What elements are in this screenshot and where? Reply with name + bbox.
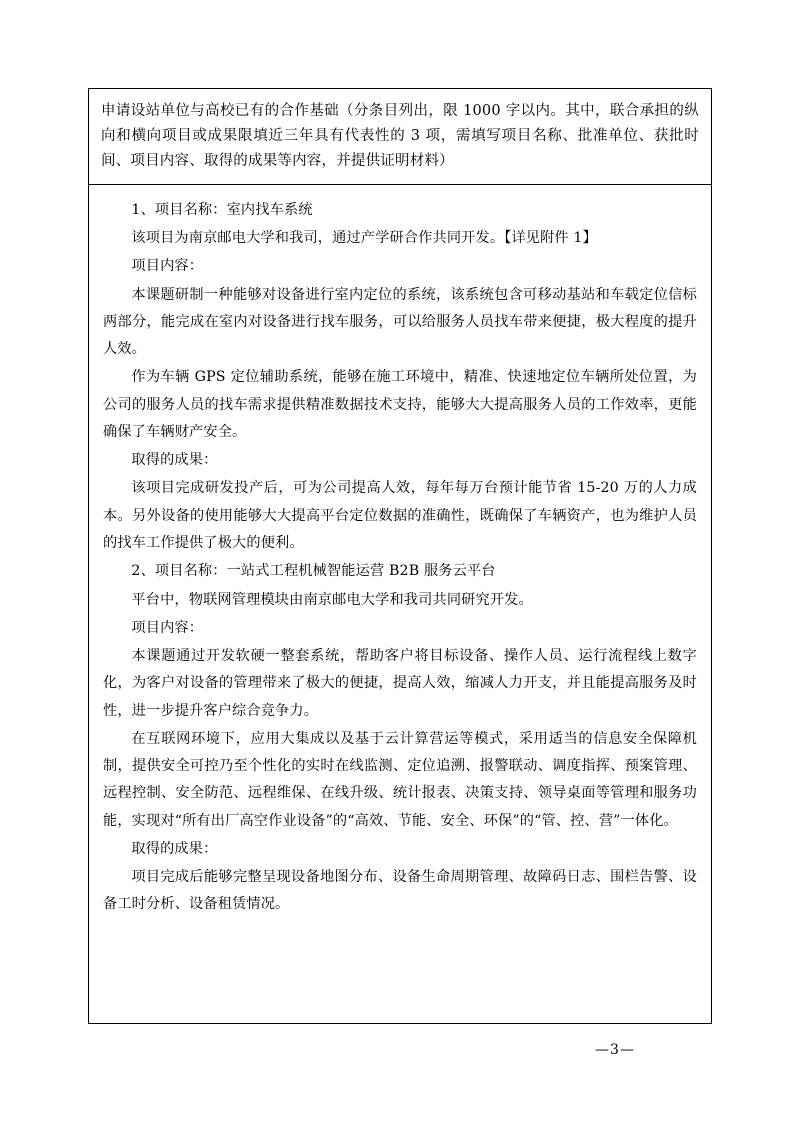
paragraph: 本课题通过开发软硬一整套系统，帮助客户将目标设备、操作人员、运行流程线上数字化，为客户对设备的管理带来了极大的便捷，提高人效，缩减人力开支，并且能提高服务及时性，进一步提升客户综合竞争力。: [103, 648, 697, 719]
page-footer: [0, 1042, 800, 1058]
paragraph: 项目内容：: [131, 258, 204, 275]
paragraph: 取得的成果：: [131, 452, 218, 469]
paragraph: 该项目为南京邮电大学和我司，通过产学研合作共同开发。【详见附件 1】: [131, 230, 597, 247]
paragraph: 取得的成果：: [131, 840, 218, 857]
paragraph: 1、项目名称：室内找车系统: [131, 201, 313, 218]
paragraph: 2、项目名称：一站式工程机械智能运营 B2B 服务云平台: [131, 563, 496, 580]
paragraph: 项目内容：: [131, 619, 204, 636]
paragraph: 平台中，物联网管理模块由南京邮电大学和我司共同研究开发。: [131, 591, 533, 608]
section-header-cell: 申请设站单位与高校已有的合作基础（分条目列出，限 1000 字以内。其中，联合承担的纵向和横向项目或成果限填近三年具有代表性的 3 项，需填写项目名称、批准单位、获批时间、项目内容、取得的成果等内容，并提供证明材料）: [89, 89, 711, 185]
paragraph: 本课题研制一种能够对设备进行室内定位的系统，该系统包含可移动基站和车载定位信标两部分，能完成在室内对设备进行找车服务，可以给服务人员找车带来便捷，极大程度的提升人效。: [103, 286, 697, 358]
paragraph: 在互联网环境下，应用大集成以及基于云计算营运等模式，采用适当的信息安全保障机制，提供安全可控乃至个性化的实时在线监测、定位追溯、报警联动、调度指挥、预案管理、远程控制、安全防范、远程维保、在线升级、统计报表、决策支持、领导桌面等管理和服务功能，实现对“所有出厂高空作业设备”的“高效、节能、安全、环保”的“管、控、营”一体化。: [103, 730, 697, 829]
paragraph: 作为车辆 GPS 定位辅助系统，能够在施工环境中，精准、快速地定位车辆所处位置，为公司的服务人员的找车需求提供精准数据技术支持，能够大大提高服务人员的工作效率，更能确保了车辆财产安全。: [103, 369, 697, 440]
page-number: —3—: [595, 1042, 635, 1058]
paragraph: 该项目完成研发投产后，可为公司提高人效，每年每万台预计能节省 15-20 万的人力成本。另外设备的使用能够大大提高平台定位数据的准确性，既确保了车辆资产，也为维护人员的找车工作提供了极大的便利。: [103, 480, 697, 551]
paragraph: 项目完成后能够完整呈现设备地图分布、设备生命周期管理、故障码日志、围栏告警、设备工时分析、设备租赁情况。: [103, 869, 697, 913]
section-body-cell: [89, 185, 711, 930]
document-table-frame: [88, 88, 712, 1024]
